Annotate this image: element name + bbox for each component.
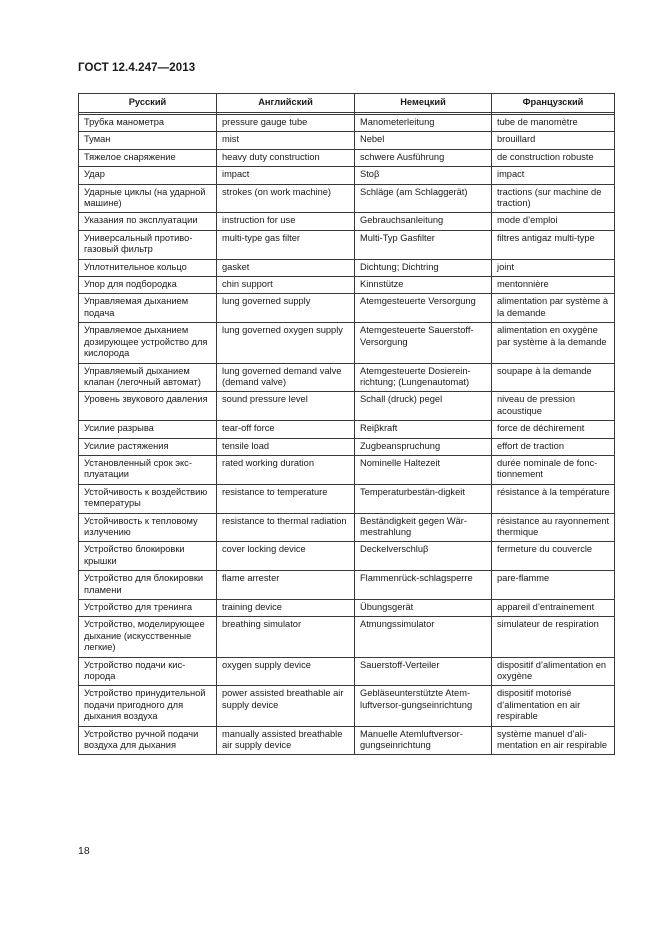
term-english: breathing simulator (217, 617, 355, 657)
term-german: Stoβ (355, 167, 492, 184)
term-french: niveau de pression acoustique (492, 392, 615, 421)
term-russian: Трубка манометра (79, 115, 217, 132)
table-row (79, 542, 615, 571)
term-french: de construction robuste (492, 149, 615, 166)
table-body (79, 113, 615, 755)
column-header-english: Английский (217, 94, 355, 113)
term-german: Flammenrück-schlagsperre (355, 571, 492, 600)
term-russian: Уровень звукового давления (79, 392, 217, 421)
term-german: Atemgesteuerte Versorgung (355, 294, 492, 323)
term-french: dispositif motorisé d’alimentation en air respirable (492, 686, 615, 726)
term-german: Schall (druck) pegel (355, 392, 492, 421)
term-english: lung governed supply (217, 294, 355, 323)
term-german: Manometerleitung (355, 115, 492, 132)
term-german: Atemgesteuerte Dosiereinrichtung; (Lungenautomat) (355, 363, 492, 392)
term-french: pare-flamme (492, 571, 615, 600)
term-english: multi-type gas filter (217, 230, 355, 259)
term-russian: Тяжелое снаряжение (79, 149, 217, 166)
term-russian: Туман (79, 132, 217, 149)
table-row (79, 392, 615, 421)
term-english: resistance to thermal radiation (217, 513, 355, 542)
term-english: power assisted breathable air supply device (217, 686, 355, 726)
term-russian: Устойчивость к воздействию температуры (79, 484, 217, 513)
term-russian: Удар (79, 167, 217, 184)
term-english: gasket (217, 259, 355, 276)
document-header: ГОСТ 12.4.247—2013 (78, 62, 196, 74)
term-german: Beständigkeit gegen Wärmestrahlung (355, 513, 492, 542)
term-french: dispositif d’alimentation en oxygène (492, 657, 615, 686)
term-english: oxygen supply device (217, 657, 355, 686)
term-french: soupape à la demande (492, 363, 615, 392)
term-russian: Управляемый дыханием клапан (легочный автомат) (79, 363, 217, 392)
term-german: Gebrauchsanleitung (355, 213, 492, 230)
term-german: Reiβkraft (355, 421, 492, 438)
term-french: force de déchirement (492, 421, 615, 438)
table-row (79, 115, 615, 132)
term-german: schwere Ausführung (355, 149, 492, 166)
term-english: flame arrester (217, 571, 355, 600)
term-russian: Устройство, моделирующее дыхание (искусственные легкие) (79, 617, 217, 657)
term-french: alimentation par système à la demande (492, 294, 615, 323)
term-french: impact (492, 167, 615, 184)
table-row (79, 600, 615, 617)
term-german: Dichtung; Dichtring (355, 259, 492, 276)
term-russian: Устройство для блокировки пламени (79, 571, 217, 600)
table-row (79, 513, 615, 542)
term-english: strokes (on work machine) (217, 184, 355, 213)
term-russian: Ударные циклы (на ударной машине) (79, 184, 217, 213)
term-french: filtres antigaz multi-type (492, 230, 615, 259)
term-russian: Устойчивость к тепловому излучению (79, 513, 217, 542)
term-english: sound pressure level (217, 392, 355, 421)
term-english: rated working duration (217, 455, 355, 484)
table-row (79, 421, 615, 438)
term-english: pressure gauge tube (217, 115, 355, 132)
term-german: Gebläseunterstützte Atemluftversor-gungseinrichtung (355, 686, 492, 726)
glossary-table (78, 93, 615, 755)
table-row (79, 277, 615, 294)
term-english: tensile load (217, 438, 355, 455)
term-russian: Устройство для тренинга (79, 600, 217, 617)
term-russian: Устройство принудительной подачи пригодного для дыхания воздуха (79, 686, 217, 726)
term-english: impact (217, 167, 355, 184)
table-row (79, 230, 615, 259)
term-french: simulateur de respiration (492, 617, 615, 657)
table-row (79, 657, 615, 686)
term-german: Übungsgerät (355, 600, 492, 617)
term-french: tractions (sur machine de traction) (492, 184, 615, 213)
table-row (79, 132, 615, 149)
table-row (79, 167, 615, 184)
table-row (79, 686, 615, 726)
term-german: Zugbeanspruchung (355, 438, 492, 455)
term-russian: Универсальный противогазовый фильтр (79, 230, 217, 259)
term-english: chin support (217, 277, 355, 294)
term-german: Temperaturbestän-digkeit (355, 484, 492, 513)
term-french: fermeture du couvercle (492, 542, 615, 571)
table-row (79, 363, 615, 392)
table-row (79, 259, 615, 276)
term-english: training device (217, 600, 355, 617)
term-french: joint (492, 259, 615, 276)
table-row (79, 213, 615, 230)
term-russian: Устройство подачи кислорода (79, 657, 217, 686)
term-english: instruction for use (217, 213, 355, 230)
term-english: mist (217, 132, 355, 149)
table-row (79, 149, 615, 166)
table-row (79, 484, 615, 513)
term-german: Atmungssimulator (355, 617, 492, 657)
term-russian: Устройство ручной подачи воздуха для дыхания (79, 726, 217, 755)
term-russian: Управляемая дыханием подача (79, 294, 217, 323)
table-row (79, 617, 615, 657)
term-german: Kinnstütze (355, 277, 492, 294)
table-row (79, 571, 615, 600)
table-row (79, 726, 615, 755)
term-english: tear-off force (217, 421, 355, 438)
column-header-french: Французский (492, 94, 615, 113)
table-header (79, 94, 615, 113)
table-row (79, 323, 615, 363)
term-english: lung governed demand valve (demand valve) (217, 363, 355, 392)
column-header-russian: Русский (79, 94, 217, 113)
term-english: cover locking device (217, 542, 355, 571)
term-french: alimentation en oxygène par système à la demande (492, 323, 615, 363)
term-french: effort de traction (492, 438, 615, 455)
term-russian: Усилие разрыва (79, 421, 217, 438)
term-english: resistance to temperature (217, 484, 355, 513)
table-row (79, 184, 615, 213)
term-french: mode d’emploi (492, 213, 615, 230)
term-french: résistance au rayonnement thermique (492, 513, 615, 542)
term-russian: Установленный срок эксплуатации (79, 455, 217, 484)
term-german: Manuelle Atemluftversorgungseinrichtung (355, 726, 492, 755)
term-russian: Уплотнительное кольцо (79, 259, 217, 276)
table-row (79, 455, 615, 484)
term-french: durée nominale de fonctionnement (492, 455, 615, 484)
table-row (79, 438, 615, 455)
term-german: Nominelle Haltezeit (355, 455, 492, 484)
term-english: lung governed oxygen supply (217, 323, 355, 363)
term-german: Nebel (355, 132, 492, 149)
term-french: appareil d’entrainement (492, 600, 615, 617)
term-french: brouillard (492, 132, 615, 149)
header-row (79, 94, 615, 113)
term-french: tube de manomètre (492, 115, 615, 132)
term-german: Atemgesteuerte Sauerstoff-Versorgung (355, 323, 492, 363)
term-french: mentonnière (492, 277, 615, 294)
table-row (79, 294, 615, 323)
term-german: Schläge (am Schlaggerät) (355, 184, 492, 213)
term-german: Deckelverschluβ (355, 542, 492, 571)
term-russian: Управляемое дыханием дозирующее устройство для кислорода (79, 323, 217, 363)
page-number: 18 (78, 845, 90, 857)
term-english: heavy duty construction (217, 149, 355, 166)
column-header-german: Немецкий (355, 94, 492, 113)
term-english: manually assisted breathable air supply device (217, 726, 355, 755)
term-german: Sauerstoff-Verteiler (355, 657, 492, 686)
term-russian: Усилие растяжения (79, 438, 217, 455)
term-russian: Упор для подбородка (79, 277, 217, 294)
term-russian: Указания по эксплуатации (79, 213, 217, 230)
term-french: système manuel d’alimentation en air respirable (492, 726, 615, 755)
term-russian: Устройство блокировки крышки (79, 542, 217, 571)
term-german: Multi-Typ Gasfilter (355, 230, 492, 259)
term-french: résistance à la température (492, 484, 615, 513)
